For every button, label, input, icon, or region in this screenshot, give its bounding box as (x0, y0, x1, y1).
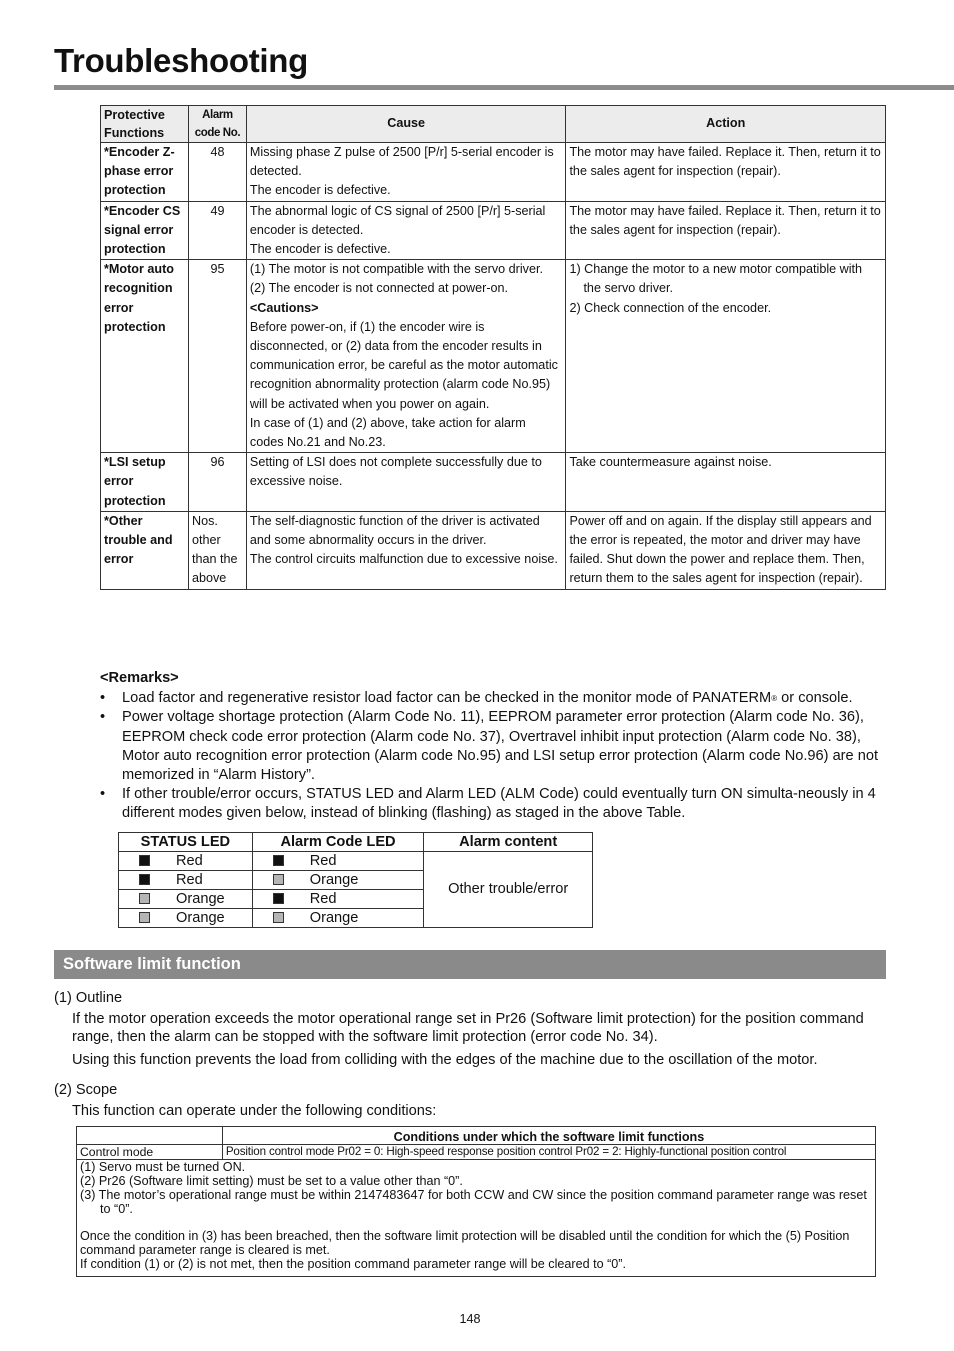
sw-header-row (77, 1127, 876, 1145)
condition-note: Once the condition in (3) has been breached, then the software limit protection will be disabled until the condition for which the (5) Position command parameter range is cleared is met. (80, 1229, 850, 1257)
alarm-led-cell (252, 852, 424, 871)
table-row (101, 453, 886, 512)
row-action (566, 201, 886, 260)
row-function: *Motor auto recognition error protection (101, 260, 189, 453)
led-color-label: Orange (176, 909, 225, 926)
condition-note: If condition (1) or (2) is not met, then the position command parameter range will be cleared to “0”. (80, 1257, 626, 1271)
row-action (566, 453, 886, 512)
alarm-led-cell (252, 871, 424, 890)
table-row (101, 201, 886, 260)
row-action (566, 143, 886, 202)
action-line: Power off and on again. If the display still appears and the error is repeated, the motor and driver may have failed. Shut down the power and replace them. Then, return them to the sales agent for inspection (repair). (569, 513, 872, 586)
header-action: Action (566, 106, 886, 143)
cause-line: Setting of LSI does not complete successfully due to excessive noise. (249, 455, 542, 489)
cause-line: Missing phase Z pulse of 2500 [P/r] 5-serial encoder is detected. (249, 145, 554, 179)
row-code: 96 (188, 453, 246, 512)
scope-section (54, 1081, 894, 1120)
led-color-label: Orange (309, 871, 359, 888)
alarm-led-cell (252, 890, 424, 909)
table-row (101, 260, 886, 453)
cause-line: The abnormal logic of CS signal of 2500 [P/r] 5-serial encoder is detected. (249, 203, 546, 237)
header-cause: Cause (246, 106, 566, 143)
led-header-row (119, 833, 593, 852)
table-header-row (101, 106, 886, 143)
remark-item: • Power voltage shortage protection (Alarm Code No. 11), EEPROM parameter error protection (Alarm code No. 36), EEPROM check code error protection (Alarm code No. 37), Overtravel inhibit input protection (Alarm code No. 38), Motor auto recognition error protection (Alarm code No.95) and LSI setup error protection (Alarm code No.96) are not memorized in “Alarm History”. (100, 708, 900, 785)
alarm-led-cell (252, 909, 424, 928)
cautions-heading: <Cautions> (249, 300, 319, 315)
action-line: The motor may have failed. Replace it. Then, return it to the sales agent for inspection (repair). (569, 145, 881, 179)
led-square-icon (139, 912, 150, 923)
condition-item: (2) Pr26 (Software limit setting) must be set to a value other than “0”. (80, 1174, 463, 1188)
scope-paragraph: This function can operate under the following conditions: (72, 1102, 437, 1119)
row-cause (246, 511, 566, 589)
row-function: *Encoder Z-phase error protection (101, 143, 189, 202)
led-color-label: Red (176, 871, 203, 888)
outline-paragraph: If the motor operation exceeds the motor operational range set in Pr26 (Software limit protection) for the position command range, then the alarm can be stopped with the software limit protection (error code No. 34). (72, 1010, 864, 1045)
header-code: Alarm code No. (188, 106, 246, 143)
row-action (566, 260, 886, 453)
conditions-cell (77, 1160, 876, 1277)
header-alarm-content: Alarm content (424, 833, 593, 852)
cause-line: Before power-on, if (1) the encoder wire is disconnected, or (2) data from the encoder results in communication error, be careful as the motor automatic recognition abnormality protection (alarm code No.95) will be activated when you power on again. (249, 319, 558, 411)
table-row (101, 511, 886, 589)
led-square-icon (273, 912, 284, 923)
led-square-icon (273, 874, 284, 885)
status-led-cell (119, 852, 253, 871)
empty-corner-cell (77, 1127, 223, 1145)
cause-line: The encoder is defective. (249, 183, 391, 198)
action-line: 1) Change the motor to a new motor compatible with the servo driver. (569, 262, 863, 296)
cause-line: (2) The encoder is not connected at power-on. (249, 281, 509, 296)
header-status-led: STATUS LED (119, 833, 253, 852)
sw-conditions-row (77, 1160, 876, 1277)
sw-header: Conditions under which the software limit functions (222, 1127, 875, 1145)
sw-mode-row (77, 1145, 876, 1160)
led-square-icon (139, 855, 150, 866)
outline-title: (1) Outline (54, 990, 123, 1006)
action-line: Take countermeasure against noise. (569, 455, 772, 470)
row-code: 49 (188, 201, 246, 260)
led-color-label: Orange (176, 890, 225, 907)
row-function: *LSI setup error protection (101, 453, 189, 512)
control-mode-value: Position control mode Pr02 = 0: High-speed response position control Pr02 = 2: Highly-functional position control (222, 1145, 875, 1160)
scope-title: (2) Scope (54, 1082, 118, 1098)
led-square-icon (273, 893, 284, 904)
led-row (119, 852, 593, 871)
row-code: 48 (188, 143, 246, 202)
led-color-label: Red (176, 852, 203, 869)
section-heading-software-limit: Software limit function (54, 950, 886, 979)
led-color-label: Red (309, 852, 337, 869)
led-square-icon (139, 893, 150, 904)
remarks-section (100, 669, 900, 824)
row-code: Nos. other than the above (188, 511, 246, 589)
led-color-label: Orange (309, 909, 359, 926)
status-led-cell (119, 890, 253, 909)
row-action (566, 511, 886, 589)
page-number: 148 (459, 1312, 481, 1326)
led-status-table (118, 832, 593, 928)
led-square-icon (139, 874, 150, 885)
led-color-label: Red (309, 890, 337, 907)
remark-item: • If other trouble/error occurs, STATUS LED and Alarm LED (ALM Code) could eventually turn ON simulta-neously in 4 different modes given below, instead of blinking (flashing) as staged in the above Table. (100, 785, 900, 823)
outline-paragraph: Using this function prevents the load from colliding with the edges of the machine due to the oscillation of the motor. (72, 1051, 818, 1068)
cause-line: The control circuits malfunction due to excessive noise. (249, 552, 558, 567)
led-square-icon (273, 855, 284, 866)
alarm-content-cell: Other trouble/error (424, 852, 593, 928)
row-function: *Other trouble and error (101, 511, 189, 589)
spacer (80, 1216, 872, 1229)
software-limit-conditions-table (76, 1126, 876, 1277)
cause-line: The self-diagnostic function of the driver is activated and some abnormality occurs in the driver. (249, 513, 540, 548)
row-function: *Encoder CS signal error protection (101, 201, 189, 260)
remark-text: or console. (777, 690, 853, 707)
control-mode-label: Control mode (77, 1145, 223, 1160)
remark-item (100, 689, 900, 708)
action-line: 2) Check connection of the encoder. (569, 300, 772, 315)
header-function: Protective Functions (101, 106, 189, 143)
cause-line: (1) The motor is not compatible with the servo driver. (249, 262, 543, 277)
action-line: The motor may have failed. Replace it. Then, return it to the sales agent for inspection (repair). (569, 203, 881, 237)
remarks-heading: <Remarks> (100, 670, 179, 686)
table-row (101, 143, 886, 202)
remarks-list (100, 689, 900, 823)
row-cause (246, 201, 566, 260)
row-cause (246, 260, 566, 453)
remark-text: Load factor and regenerative resistor load factor can be checked in the monitor mode of PANATERM (122, 690, 772, 707)
row-code: 95 (188, 260, 246, 453)
condition-item: (3) The motor’s operational range must be within 2147483647 for both CCW and CW since the position command parameter range was reset to “0”. (80, 1188, 867, 1216)
cause-line: The encoder is defective. (249, 242, 391, 257)
status-led-cell (119, 909, 253, 928)
row-cause (246, 453, 566, 512)
page-title: Troubleshooting (54, 42, 308, 79)
cause-line: In case of (1) and (2) above, take action for alarm codes No.21 and No.23. (249, 415, 526, 450)
header-alarm-led: Alarm Code LED (252, 833, 424, 852)
condition-item: (1) Servo must be turned ON. (80, 1160, 246, 1174)
protective-functions-table (100, 105, 886, 590)
title-rule (54, 85, 954, 90)
outline-section (54, 989, 894, 1069)
status-led-cell (119, 871, 253, 890)
registered-mark: ® (771, 694, 778, 704)
row-cause (246, 143, 566, 202)
